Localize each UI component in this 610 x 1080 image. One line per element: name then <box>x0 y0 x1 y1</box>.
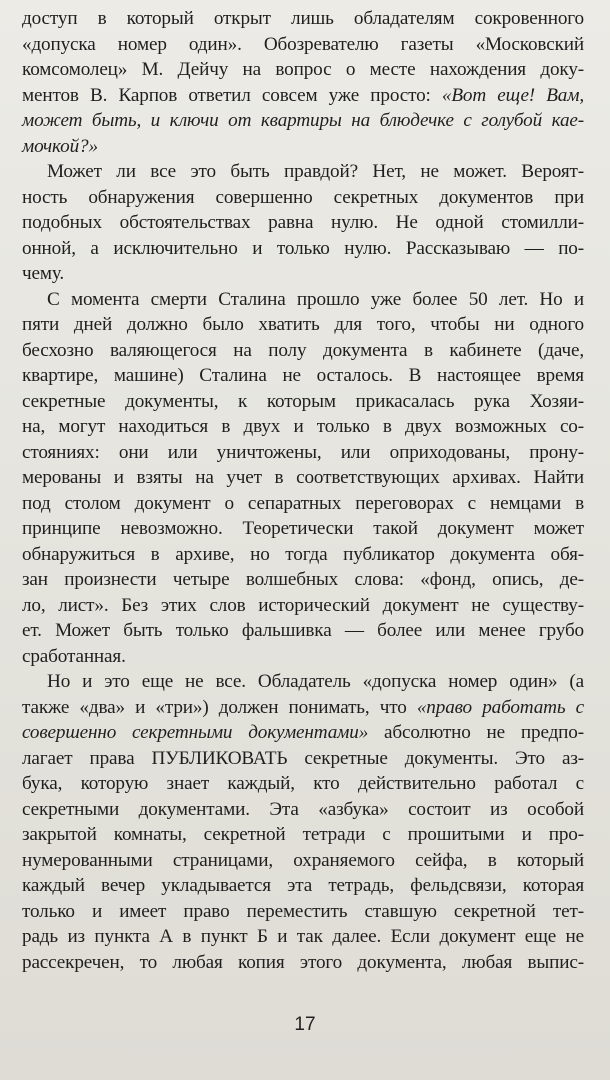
text-line <box>22 312 584 338</box>
text-line <box>22 924 584 950</box>
text-segment: Может ли все это быть правдой? Нет, не может. Вероят- <box>47 161 584 182</box>
text-segment: также «два» и «три») должен понимать, что <box>22 696 417 718</box>
text-segment: С момента смерти Сталина прошло уже более 50 лет. Но и <box>47 288 584 310</box>
text-line <box>22 6 584 32</box>
text-line <box>22 57 584 83</box>
text-line <box>22 338 584 364</box>
page-text <box>22 6 584 975</box>
text-line <box>22 848 584 874</box>
text-segment: рассекречен, то любая копия этого документа, любая выпис- <box>22 951 584 973</box>
text-segment: квартире, машине) Сталина не осталось. В настоящее время <box>22 365 584 386</box>
text-segment: абсолютно не предпо- <box>368 722 584 743</box>
text-line <box>22 210 584 236</box>
text-segment: лагает права ПУБЛИКОВАТЬ секретные документы. Это аз- <box>22 747 584 769</box>
text-segment: радь из пункта А в пункт Б и так далее. Если документ еще не <box>22 926 584 947</box>
text-line <box>22 287 584 313</box>
text-line <box>22 797 584 823</box>
text-line <box>22 83 584 109</box>
text-line <box>22 261 584 287</box>
text-segment: секретными документами. Эта «азбука» состоит из особой <box>22 798 584 820</box>
italic-text-segment: «Вот еще! Вам, <box>441 84 584 106</box>
text-segment: секретные документы, к которым прикасалась рука Хозяи- <box>22 390 584 412</box>
text-segment: «допуска номер один». Обозревателю газеты «Московский <box>22 33 584 55</box>
text-line <box>22 465 584 491</box>
text-line <box>22 516 584 542</box>
text-segment: сработанная. <box>22 645 126 667</box>
italic-text-segment: мочкой?» <box>22 135 98 157</box>
text-segment: на, могут находиться в двух и только в двух возможных со- <box>22 416 584 437</box>
text-line <box>22 695 584 721</box>
text-segment: ет. Может быть только фальшивка — более или менее грубо <box>22 620 584 641</box>
italic-text-segment: совершенно секретными документами» <box>22 722 369 743</box>
text-line <box>22 950 584 976</box>
text-line <box>22 185 584 211</box>
text-segment: зан произнести четыре волшебных слова: «фонд, опись, де- <box>22 569 584 590</box>
text-line <box>22 771 584 797</box>
text-line <box>22 236 584 262</box>
italic-text-segment: «право работать с <box>416 696 584 718</box>
text-segment: бесхозно валяющегося на полу документа в кабинете (даче, <box>22 339 584 361</box>
text-line <box>22 389 584 415</box>
text-line <box>22 746 584 772</box>
text-segment: чему. <box>22 263 65 284</box>
text-line <box>22 720 584 746</box>
text-segment: под столом документ о сепаратных переговорах с немцами в <box>22 492 584 514</box>
text-segment: бука, которую знает каждый, кто действительно работал с <box>22 773 584 794</box>
text-line <box>22 542 584 568</box>
text-line <box>22 108 584 134</box>
text-line <box>22 644 584 670</box>
text-segment: доступ в который открыт лишь обладателям сокровенного <box>22 8 584 29</box>
text-segment: закрытой комнаты, секретной тетради с прошитыми и про- <box>22 824 584 845</box>
text-line <box>22 32 584 58</box>
text-line <box>22 414 584 440</box>
text-segment: нумерованными страницами, охраняемого сейфа, в который <box>22 849 584 871</box>
text-segment: стояниях: они или уничтожены, или оприходованы, прону- <box>22 441 584 463</box>
text-segment: только и имеет право переместить ставшую секретной тет- <box>22 900 584 922</box>
text-line <box>22 593 584 619</box>
text-line <box>22 899 584 925</box>
text-line <box>22 567 584 593</box>
italic-text-segment: может быть, и ключи от квартиры на блюдечке с голубой кае- <box>22 110 584 131</box>
text-line <box>22 159 584 185</box>
text-segment: каждый вечер укладывается эта тетрадь, фельдсвязи, которая <box>22 875 584 896</box>
text-segment: мерованы и взяты на учет в соответствующих архивах. Найти <box>22 467 584 488</box>
text-segment: пяти дней должно было хватить для того, чтобы ни одного <box>22 314 584 335</box>
text-line <box>22 134 584 160</box>
text-line <box>22 669 584 695</box>
text-segment: ность обнаружения совершенно секретных документов при <box>22 186 584 208</box>
text-segment: комсомолец» М. Дейчу на вопрос о месте нахождения доку- <box>22 59 584 80</box>
text-segment: ло, лист». Без этих слов исторический документ не существу- <box>22 594 584 616</box>
text-line <box>22 491 584 517</box>
text-segment: онной, а исключительно и только нулю. Рассказываю — по- <box>22 237 584 259</box>
text-line <box>22 873 584 899</box>
text-line <box>22 822 584 848</box>
text-line <box>22 440 584 466</box>
text-line <box>22 618 584 644</box>
text-segment: обнаружиться в архиве, но тогда публикатор документа обя- <box>22 543 584 565</box>
page-number: 17 <box>294 1014 316 1035</box>
text-segment: принципе невозможно. Теоретически такой документ может <box>22 518 584 539</box>
text-segment: Но и это еще не все. Обладатель «допуска номер один» (а <box>47 671 584 692</box>
text-line <box>22 363 584 389</box>
text-segment: ментов В. Карпов ответил совсем уже просто: <box>22 84 442 106</box>
text-segment: подобных обстоятельствах равна нулю. Не одной стомилли- <box>22 212 584 233</box>
